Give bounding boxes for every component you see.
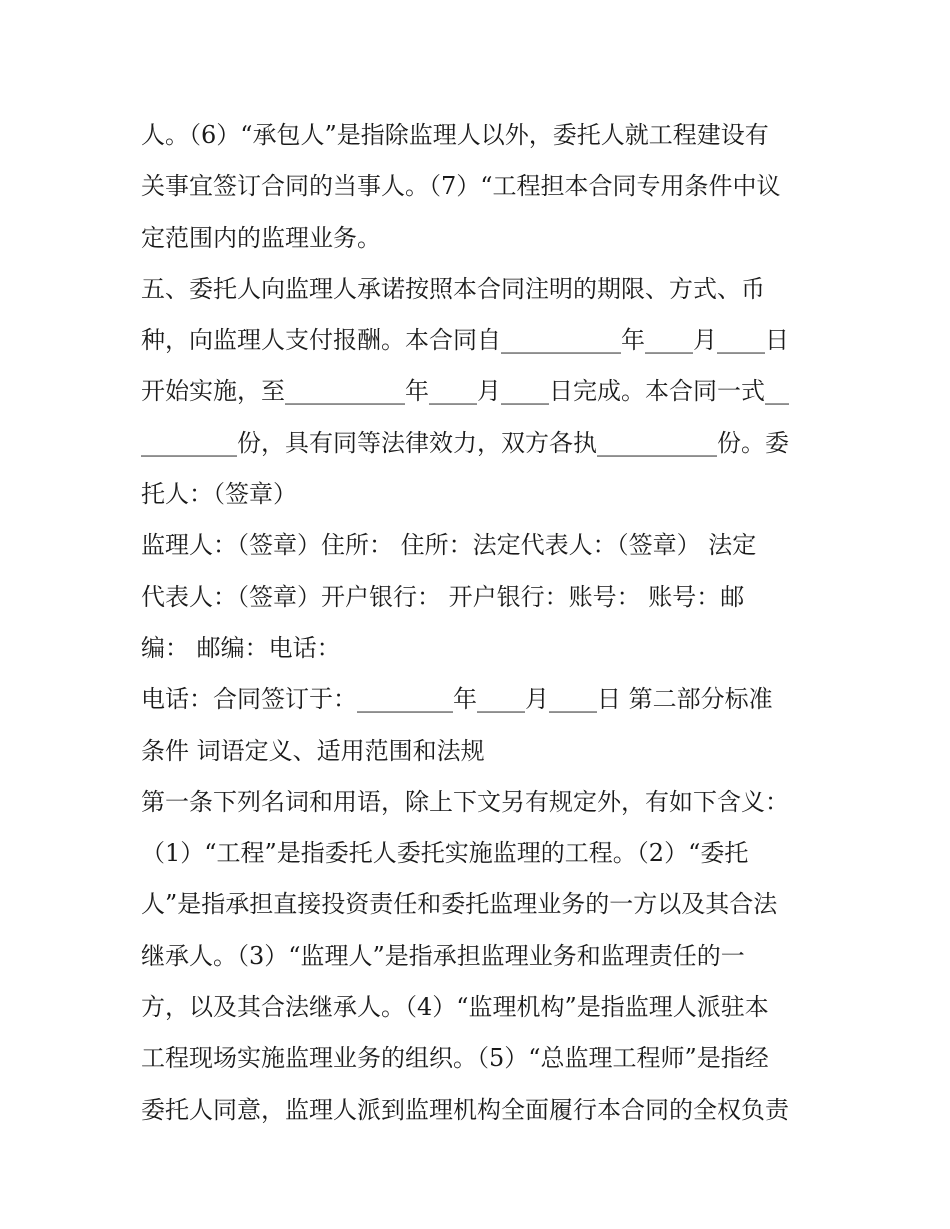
text-line: 托人：（签章） — [141, 480, 297, 509]
text-line: 种，向监理人支付报酬。本合同自__________年____月____日 — [141, 326, 789, 355]
text-line: 开始实施，至__________年____月____日完成。本合同一式__ — [141, 377, 789, 406]
text-line: 编： 邮编：电话： — [141, 633, 341, 662]
text-line: 电话：合同签订于：________年____月____日 第二部分标准 — [141, 685, 773, 714]
text-line: 第一条下列名词和用语，除上下文另有规定外，有如下含义： — [141, 787, 789, 816]
text-line: ________份，具有同等法律效力，双方各执__________份。委 — [141, 428, 789, 457]
text-line: 关事宜签订合同的当事人。（7）“工程担本合同专用条件中议 — [141, 172, 781, 201]
text-line: 五、委托人向监理人承诺按照本合同注明的期限、方式、币 — [141, 274, 765, 303]
text-line: 人。（6）“承包人”是指除监理人以外，委托人就工程建设有 — [141, 121, 769, 149]
text-line: 委托人同意，监理人派到监理机构全面履行本合同的全权负责 — [141, 1095, 789, 1124]
text-line: 定范围内的监理业务。 — [141, 223, 381, 252]
text-line: 条件 词语定义、适用范围和法规 — [141, 736, 485, 765]
text-line: 人”是指承担直接投资责任和委托监理业务的一方以及其合法 — [141, 890, 778, 919]
text-line: 方，以及其合法继承人。（4）“监理机构”是指监理人派驻本 — [141, 993, 769, 1022]
text-line: 工程现场实施监理业务的组织。（5）“总监理工程师”是指经 — [141, 1044, 769, 1073]
contract-text-body — [141, 110, 821, 1136]
text-line: （1）“工程”是指委托人委托实施监理的工程。（2）“委托 — [141, 839, 749, 868]
text-line: 继承人。（3）“监理人”是指承担监理业务和监理责任的一 — [141, 941, 745, 970]
text-line: 监理人：（签章）住所： 住所：法定代表人：（签章） 法定 — [141, 531, 757, 560]
text-line: 代表人：（签章）开户银行： 开户银行：账号： 账号：邮 — [141, 582, 745, 611]
